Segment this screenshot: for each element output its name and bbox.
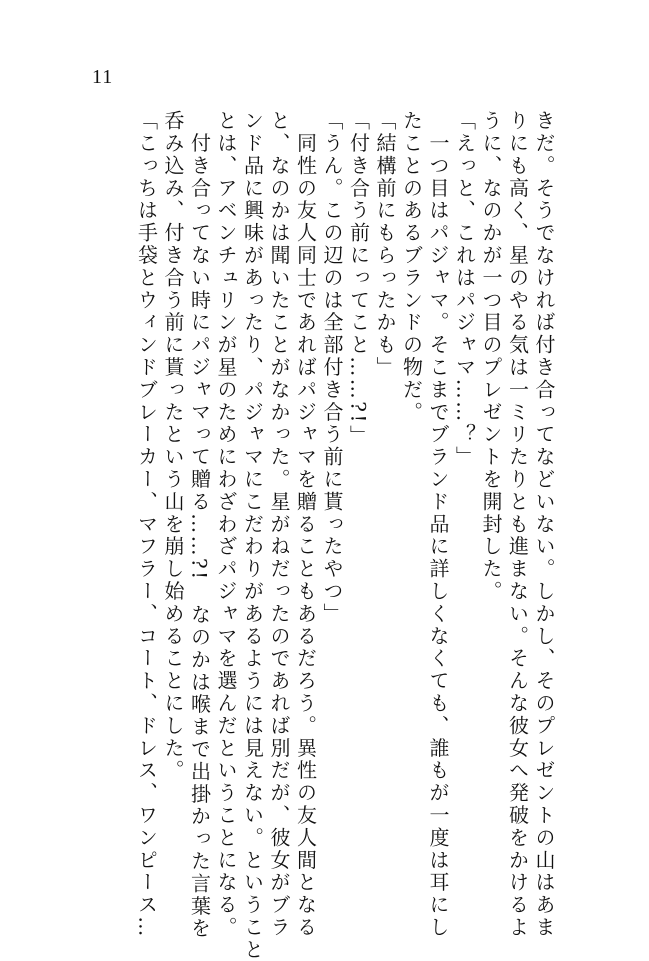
body-text <box>133 110 557 961</box>
text-line: ンド品に興味があったり、パジャマにこだわりがあるようには見えない。ということ <box>240 110 265 961</box>
text-line: 同性の友人同士であればパジャマを贈ることもあるだろう。異性の友人間となる <box>293 110 318 939</box>
text-line: 「うん。この辺のは全部付き合う前に貰ったやつ」 <box>320 110 344 626</box>
text-line: 「こっちは手袋とウィンドブレーカー、マフラー、コート、ドレス、ワンピース… <box>134 110 159 939</box>
text-line: 「付き合う前にってこと……?!」 <box>346 110 371 448</box>
text-line: 「えっと、これはパジャマ……？」 <box>452 110 477 469</box>
page-number: 11 <box>92 66 114 88</box>
text-line: りにも高く、星のやる気は一ミリたりとも進まない。そんな彼女へ発破をかけるよ <box>505 110 530 939</box>
text-line: 「結構前にもらったかも」 <box>373 110 397 379</box>
text-line: きだ。そうでなければ付き合ってなどいない。しかし、そのプレゼントの山はあま <box>532 110 556 939</box>
text-line: 付き合ってない時にパジャマって贈る……?! なのかは喉まで出掛かった言葉を <box>187 110 212 940</box>
text-line: とは、アベンチュリンが星のためにわざわざパジャマを選んだということになる。 <box>214 110 238 939</box>
text-line: たことのあるブランドの物だ。 <box>399 110 424 424</box>
text-line: うに、なのかが一つ目のプレゼントを開封した。 <box>479 110 503 603</box>
text-line: 呑み込み、付き合う前に貰ったという山を崩し始めることにした。 <box>161 110 185 782</box>
text-line: 一つ目はパジャマ。そこまでブランド品に詳しくなくても、誰もが一度は耳にし <box>426 110 450 939</box>
text-line: と、なのかは聞いたことがなかった。星がねだったのであれば別だが、彼女がブラ <box>267 110 291 939</box>
